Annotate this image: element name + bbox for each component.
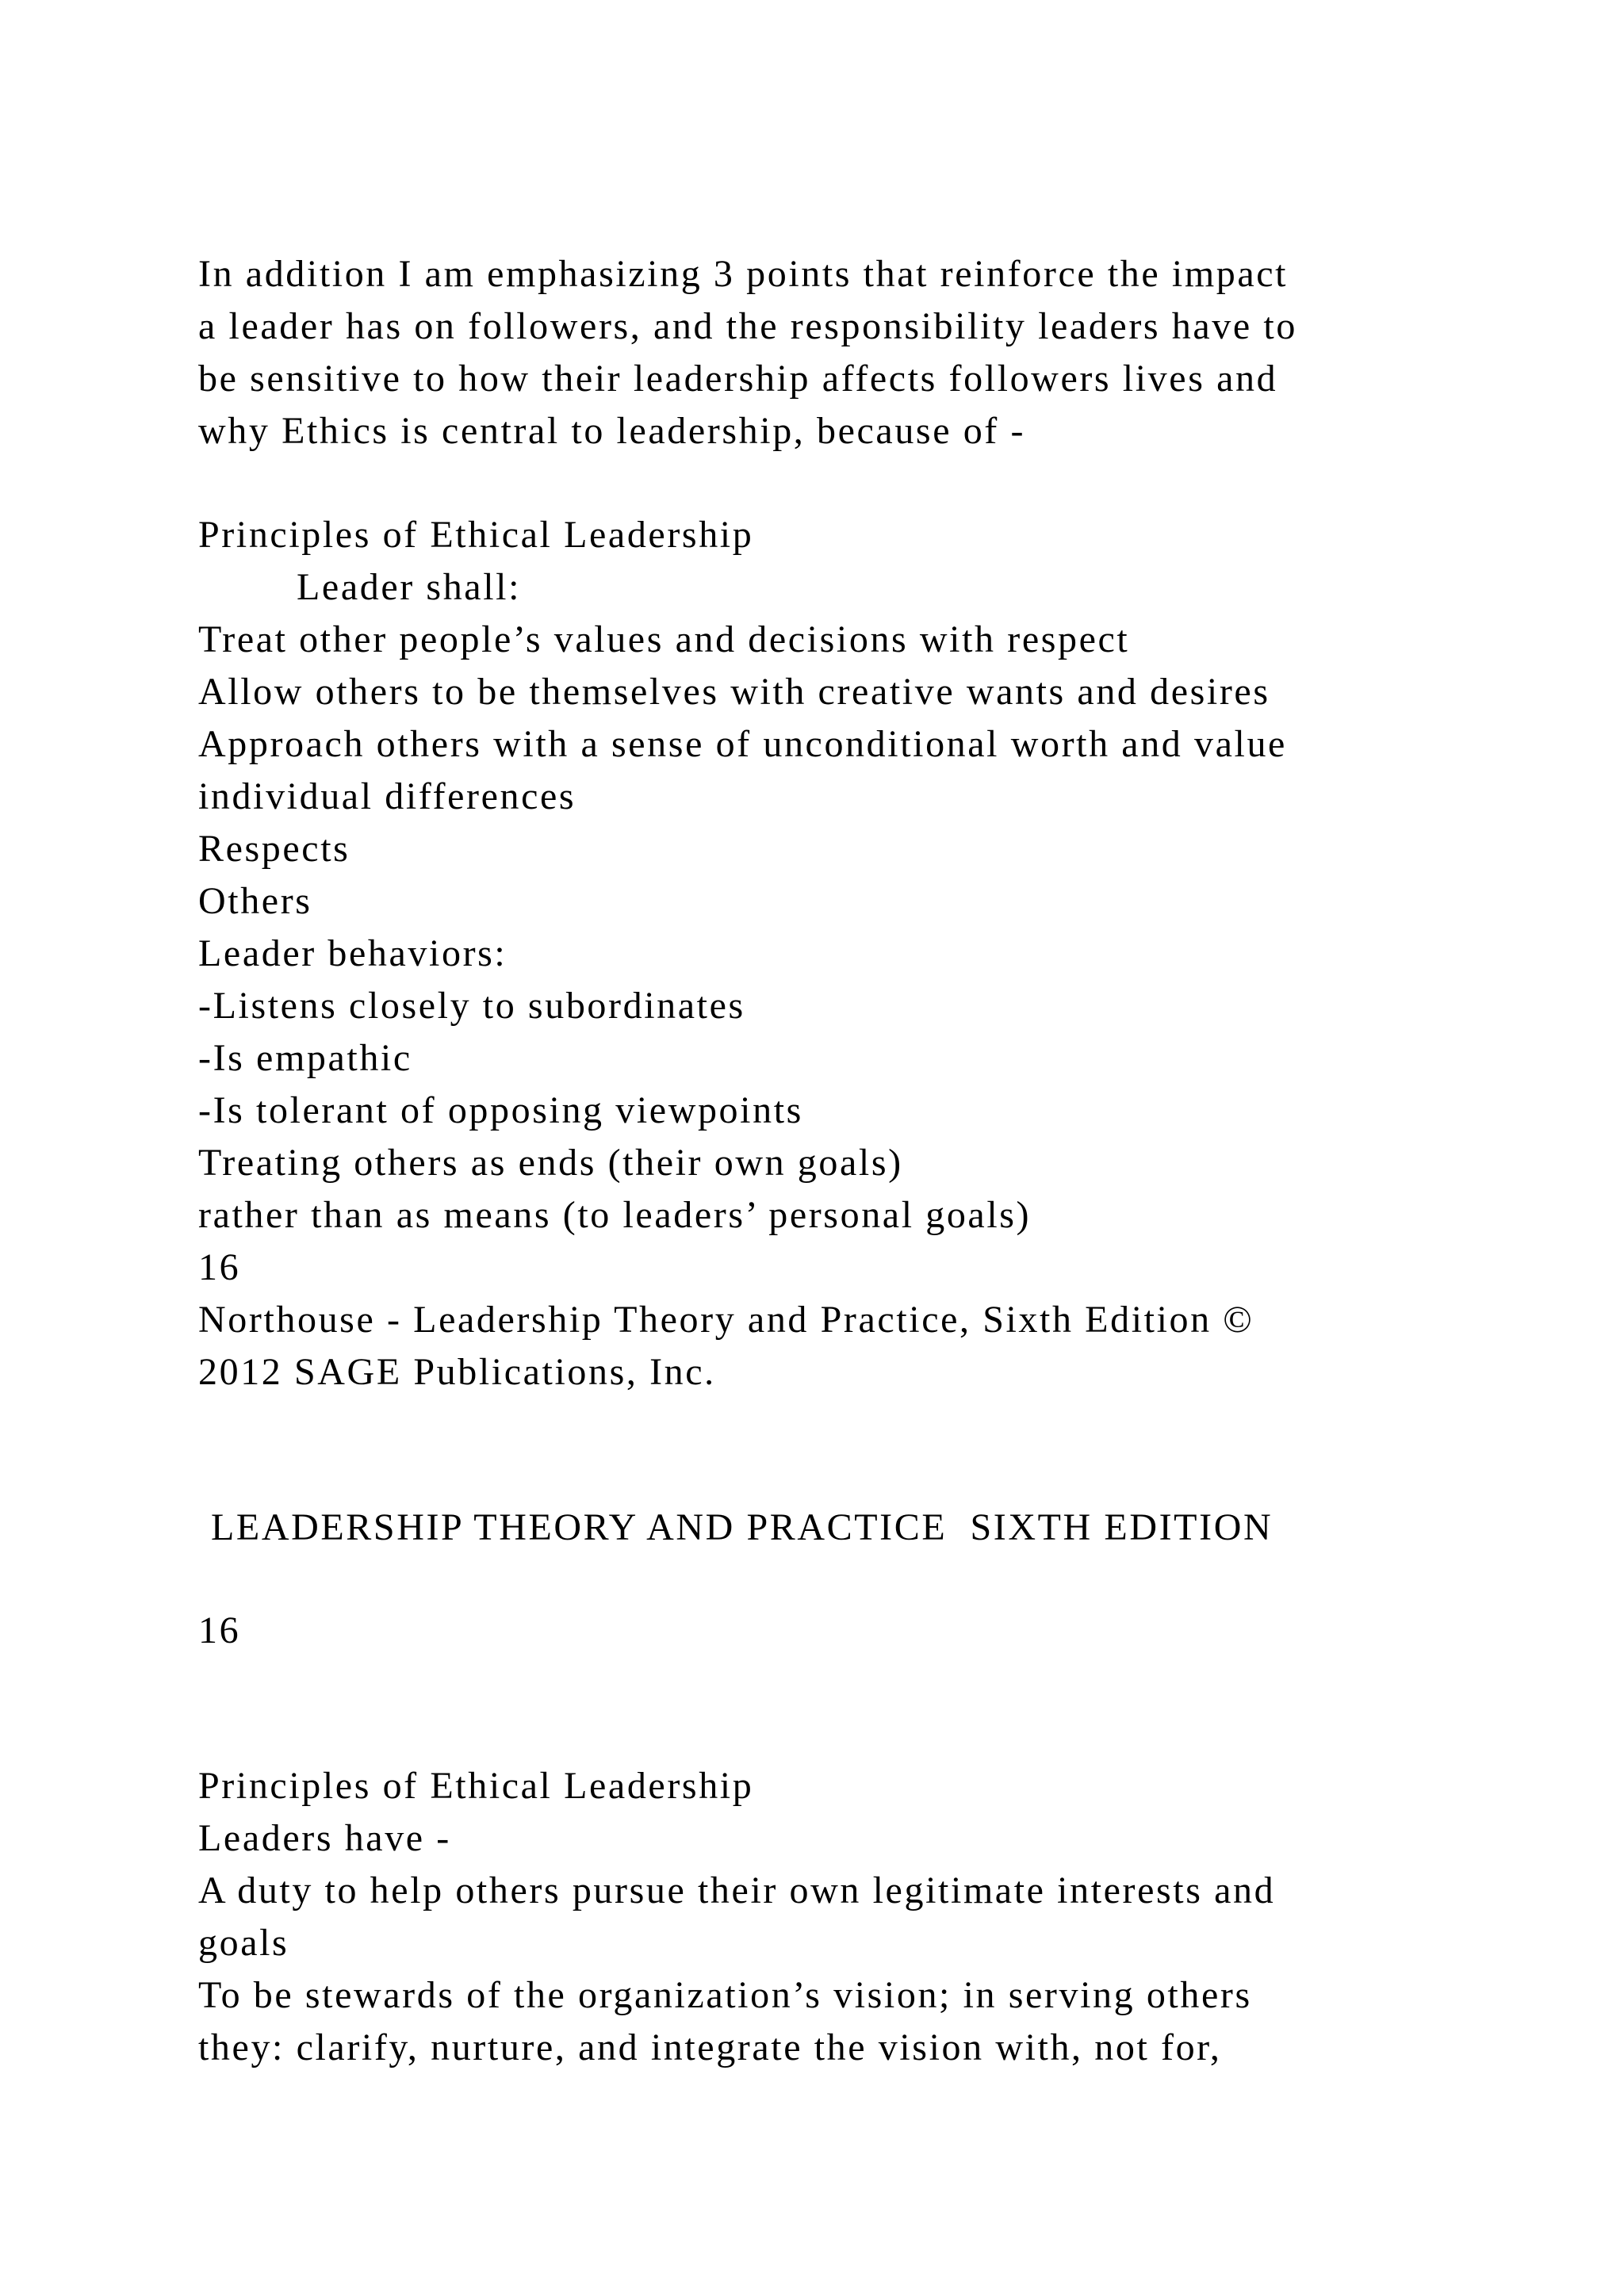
body-line: Treat other people’s values and decisions with respect — [198, 618, 1130, 660]
intro-line: In addition I am emphasizing 3 points that reinforce the impact — [198, 253, 1289, 295]
body-line: they: clarify, nurture, and integrate the vision with, not for, — [198, 2026, 1222, 2068]
intro-line: be sensitive to how their leadership affects followers lives and — [198, 358, 1278, 400]
section-subtitle: Leader shall: — [297, 566, 522, 608]
intro-line: why Ethics is central to leadership, because of - — [198, 410, 1026, 452]
body-line: Leaders have - — [198, 1817, 451, 1859]
body-line: -Listens closely to subordinates — [198, 985, 745, 1027]
body-line: To be stewards of the organization’s vision; in serving others — [198, 1974, 1252, 2016]
section-title: Principles of Ethical Leadership — [198, 514, 754, 556]
body-line: -Is empathic — [198, 1037, 412, 1079]
body-line: Treating others as ends (their own goals) — [198, 1142, 903, 1184]
body-line: individual differences — [198, 775, 576, 817]
body-line: Others — [198, 880, 312, 922]
body-line: A duty to help others pursue their own legitimate interests and — [198, 1869, 1276, 1911]
intro-line: a leader has on followers, and the responsibility leaders have to — [198, 305, 1297, 347]
citation-line: 2012 SAGE Publications, Inc. — [198, 1351, 716, 1393]
body-line: Leader behaviors: — [198, 932, 508, 974]
citation-line: Northouse - Leadership Theory and Practice, Sixth Edition © — [198, 1299, 1254, 1341]
page-number: 16 — [198, 1609, 241, 1651]
body-line: rather than as means (to leaders’ personal goals) — [198, 1194, 1032, 1236]
body-line: Respects — [198, 828, 350, 870]
body-line: -Is tolerant of opposing viewpoints — [198, 1089, 803, 1131]
slide-number: 16 — [198, 1246, 241, 1288]
body-line: Approach others with a sense of unconditional worth and value — [198, 723, 1287, 765]
body-line: Allow others to be themselves with creative wants and desires — [198, 671, 1270, 713]
body-line: goals — [198, 1922, 289, 1964]
running-header: LEADERSHIP THEORY AND PRACTICE SIXTH EDITION — [211, 1506, 1274, 1548]
section-title: Principles of Ethical Leadership — [198, 1765, 754, 1807]
